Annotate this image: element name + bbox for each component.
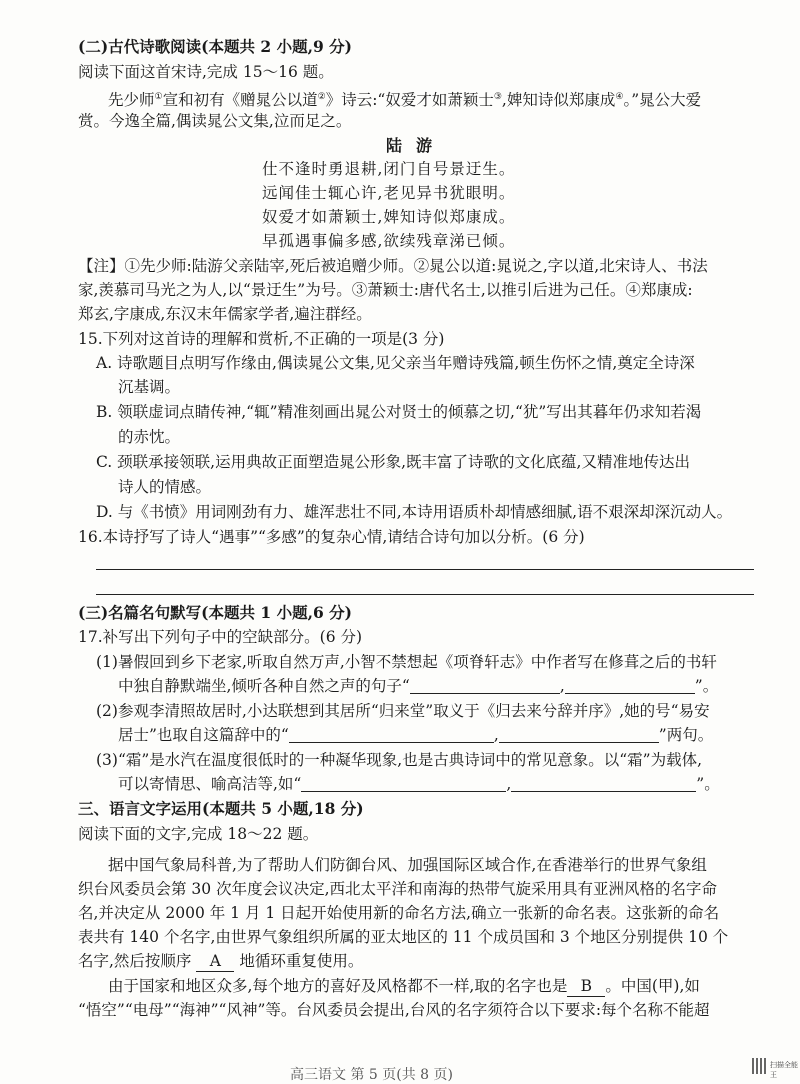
note-line-1: 【注】①先少师:陆游父亲陆宰,死后被追赠少师。②晁公以道:晁说之,字以道,北宋诗人、书法: [78, 257, 708, 275]
answer-line[interactable]: [96, 569, 754, 570]
passage-line: 由于国家和地区众多,每个地方的喜好及风格都不一样,取的名字也是 B 。中国(甲),如: [108, 977, 700, 995]
q15-stem: 15.下列对这首诗的理解和赏析,不正确的一项是(3 分): [78, 330, 445, 348]
poetry-instruction: 阅读下面这首宋诗,完成 15～16 题。: [78, 63, 334, 81]
q15-option-c-cont: 诗人的情感。: [118, 478, 212, 496]
page-footer: 高三语文 第 5 页(共 8 页): [290, 1067, 453, 1083]
q17-part2-line1: (2)参观李清照故居时,小达联想到其居所“归来堂”取义于《归去来兮辞并序》,她的号“易安: [96, 702, 710, 720]
poem-line: 远闻佳士辄心许,老见异书犹眼明。: [262, 184, 516, 202]
passage-line: 名,并决定从 2000 年 1 月 1 日起开始使用新的命名方法,确立一张新的命名表。这张新的命名: [78, 904, 720, 922]
q17-part3-line2: 可以寄情思、喻高洁等,如“ , ”。: [118, 775, 720, 793]
section-heading-poetry: (二)古代诗歌阅读(本题共 2 小题,9 分): [78, 37, 352, 56]
part3-heading: 三、语言文字运用(本题共 5 小题,18 分): [78, 799, 364, 818]
fill-blank[interactable]: [301, 776, 506, 792]
poem-line: 奴爱才如萧颖士,婢知诗似郑康成。: [262, 208, 516, 226]
q17-part1-line2: 中独自静默端坐,倾听各种自然之声的句子“ , ”。: [118, 677, 719, 695]
preface-line-1: 先少师①宣和初有《赠晁公以道②》诗云:“奴爱才如萧颖士③,婢知诗似郑康成④。”晁公大爱: [108, 91, 702, 110]
q16-stem: 16.本诗抒写了诗人“遇事”“多感”的复杂心情,请结合诗句加以分析。(6 分): [78, 528, 585, 546]
q15-option-b: B. 领联虚词点睛传神,“辄”精准刻画出晁公对贤士的倾慕之切,“犹”写出其暮年仍求知若渴: [96, 403, 702, 421]
fill-blank[interactable]: [499, 727, 659, 743]
fill-blank[interactable]: [565, 678, 695, 694]
passage-line: 据中国气象局科普,为了帮助人们防御台风、加强国际区域合作,在香港举行的世界气象组: [108, 856, 707, 874]
q15-option-b-cont: 的赤忱。: [118, 428, 181, 446]
fill-blank-a[interactable]: A: [196, 951, 234, 972]
answer-line[interactable]: [96, 594, 754, 595]
fill-blank[interactable]: [289, 727, 494, 743]
q17-part3-line1: (3)“霜”是水汽在温度很低时的一种凝华现象,也是古典诗词中的常见意象。以“霜”为载体,: [96, 751, 703, 769]
poem-line: 仕不逢时勇退耕,闭门自号景迂生。: [262, 160, 516, 178]
poem-line: 早孤遇事偏多感,欲续残章涕已倾。: [262, 232, 516, 250]
fill-blank-b[interactable]: B: [567, 976, 605, 997]
part3-instruction: 阅读下面的文字,完成 18～22 题。: [78, 825, 319, 843]
passage-line: 名字,然后按顺序 A 地循环重复使用。: [78, 952, 364, 970]
q17-part2-line2: 居士”也取自这篇辞中的“ , ”两句。: [118, 726, 714, 744]
preface-line-2: 赏。今逸全篇,偶读晁公文集,泣而足之。: [78, 112, 352, 130]
poem-author: 陆游: [386, 136, 447, 155]
q17-stem: 17.补写出下列句子中的空缺部分。(6 分): [78, 628, 363, 646]
passage-line: 表共有 140 个名字,由世界气象组织所属的亚太地区的 11 个成员国和 3 个地区分别提供 10 个: [78, 928, 729, 946]
note-line-2: 家,羡慕司马光之为人,以“景迂生”为号。③萧颖士:唐代名士,以推引后进为己任。④郑康成:: [78, 281, 693, 299]
scanner-watermark: 扫描全能王: [770, 1061, 798, 1079]
passage-line: 织台风委员会第 30 次年度会议决定,西北太平洋和南海的热带气旋采用具有亚洲风格的名字命: [78, 880, 718, 898]
fill-blank[interactable]: [410, 678, 560, 694]
section-heading-recitation: (三)名篇名句默写(本题共 1 小题,6 分): [78, 603, 352, 622]
q15-option-c: C. 颈联承接领联,运用典故正面塑造晁公形象,既丰富了诗歌的文化底蕴,又精准地传达出: [96, 453, 690, 471]
q15-option-a-cont: 沉基调。: [118, 378, 181, 396]
qr-code-icon: [752, 1058, 768, 1074]
note-line-3: 郑玄,字康成,东汉末年儒家学者,遍注群经。: [78, 305, 372, 323]
fill-blank[interactable]: [511, 776, 696, 792]
passage-line: “悟空”“电母”“海神”“风神”等。台风委员会提出,台风的名字须符合以下要求:每个名称不能超: [78, 1001, 710, 1019]
q15-option-d: D. 与《书愤》用词刚劲有力、雄浑悲壮不同,本诗用语质朴却情感细腻,语不艰深却深沉动人。: [96, 503, 733, 521]
q15-option-a: A. 诗歌题目点明写作缘由,偶读晁公文集,见父亲当年赠诗残篇,顿生伤怀之情,奠定全诗深: [96, 354, 695, 372]
q17-part1-line1: (1)暑假回到乡下老家,听取自然万声,小智不禁想起《项脊轩志》中作者写在修葺之后的书轩: [96, 653, 717, 671]
